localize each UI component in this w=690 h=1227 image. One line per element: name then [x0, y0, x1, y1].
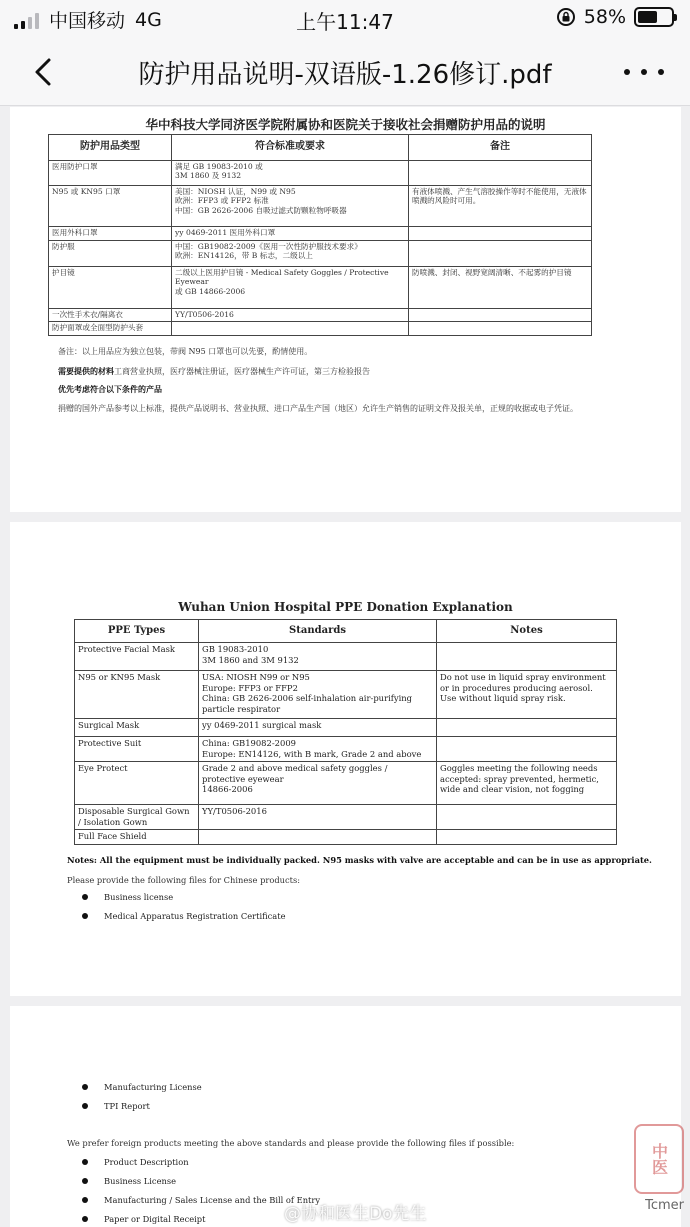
table-row	[49, 186, 592, 227]
standard-line: 欧洲：FFP3 或 FFP2 标准	[175, 196, 269, 206]
en-file-list-cont	[76, 1078, 202, 1116]
standard-line: 或 GB 14866-2006	[175, 286, 246, 296]
standard-line: 3M 1860 and 3M 9132	[202, 654, 299, 665]
standards-cell	[199, 719, 437, 737]
notes-cell	[409, 322, 592, 336]
table-header-cell: Notes	[437, 620, 617, 643]
cn-remark: 备注：以上用品应为独立包装，带阀 N95 口罩也可以先要，酌情使用。	[58, 347, 313, 356]
notes-cell	[437, 719, 617, 737]
ppe-type-cell: N95 或 KN95 口罩	[49, 186, 172, 227]
notes-cell	[409, 227, 592, 241]
en-notes-line: Notes: All the equipment must be individually packed. N95 masks with valve are acceptable and can be in use as appropriate.	[67, 855, 652, 865]
table-header-cell: 备注	[409, 135, 592, 161]
battery-fill	[638, 11, 657, 23]
table-row	[49, 267, 592, 309]
ppe-type-cell: Surgical Mask	[75, 719, 199, 737]
list-item: Medical Apparatus Registration Certificate	[76, 907, 285, 926]
note-line: Use without liquid spray risk.	[440, 693, 566, 703]
cn-priority-text: 捐赠的国外产品参考以上标准，提供产品说明书、营业执照、进口产品生产国（地区）允许生产销售的证明文件及报关单，正规的收据或电子凭证。	[58, 404, 578, 413]
ppe-type-cell: 医用防护口罩	[49, 161, 172, 186]
list-item: Paper or Digital Receipt	[76, 1210, 320, 1227]
note-line: Goggles meeting the following needs accepted: spray prevented, hermetic, wide and clear vision, not fogging	[440, 763, 599, 794]
en-table-body	[75, 643, 617, 845]
table-row	[75, 719, 617, 737]
standards-cell	[172, 186, 409, 227]
ppe-type-cell: Protective Facial Mask	[75, 643, 199, 671]
en-doc-title: Wuhan Union Hospital PPE Donation Explanation	[178, 600, 513, 614]
table-header-cell: Standards	[199, 620, 437, 643]
ppe-type-cell: Full Face Shield	[75, 830, 199, 845]
table-row	[75, 671, 617, 719]
battery-percent: 58%	[583, 6, 626, 28]
pdf-page-english-continued[interactable]	[10, 1006, 681, 1227]
ppe-type-cell: Disposable Surgical Gown / Isolation Gown	[75, 805, 199, 830]
standards-cell	[199, 830, 437, 845]
table-row	[75, 762, 617, 805]
table-row	[49, 241, 592, 267]
standards-cell	[172, 241, 409, 267]
standard-line: 美国：NIOSH 认证，N99 或 N95	[175, 187, 296, 196]
ppe-type-cell: N95 or KN95 Mask	[75, 671, 199, 719]
table-row	[75, 737, 617, 762]
ppe-type-cell: 一次性手术衣/隔离衣	[49, 309, 172, 322]
rotation-lock-icon	[556, 7, 576, 27]
standard-line: USA: NIOSH N99 or N95	[202, 672, 310, 682]
list-item: Manufacturing / Sales License and the Bill of Entry	[76, 1191, 320, 1210]
notes-cell	[409, 161, 592, 186]
standards-cell	[172, 322, 409, 336]
ppe-type-cell: Eye Protect	[75, 762, 199, 805]
table-header-cell: 符合标准或要求	[172, 135, 409, 161]
list-item: Business license	[76, 888, 285, 907]
standard-line: YY/T0506-2016	[175, 310, 234, 319]
more-options-icon[interactable]	[624, 60, 664, 84]
document-title: 防护用品说明-双语版-1.26修订.pdf	[138, 60, 552, 90]
standard-line: 中国：GB 2626-2006 自吸过滤式防颗粒物呼吸器	[175, 205, 347, 215]
battery-icon	[634, 7, 674, 27]
list-item: TPI Report	[76, 1097, 202, 1116]
notes-cell	[409, 267, 592, 309]
ppe-type-cell: 医用外科口罩	[49, 227, 172, 241]
carrier-label: 中国移动	[49, 10, 126, 32]
notes-cell	[409, 241, 592, 267]
standard-line: China: GB 2626-2006 self-inhalation air-purifying particle respirator	[202, 693, 413, 714]
back-arrow-icon[interactable]	[24, 52, 64, 92]
cn-doc-title: 华中科技大学同济医学院附属协和医院关于接收社会捐赠防护用品的说明	[145, 117, 546, 132]
standards-cell	[199, 671, 437, 719]
cn-priority-label: 优先考虑符合以下条件的产品	[58, 384, 162, 394]
en-file-list	[76, 888, 285, 926]
standard-line: yy 0469-2011 surgical mask	[202, 720, 322, 730]
standards-cell	[172, 267, 409, 309]
standard-line: Grade 2 and above medical safety goggles / protective eyewear	[202, 763, 388, 784]
notes-cell	[437, 671, 617, 719]
standard-line: GB 19083-2010	[202, 644, 269, 654]
standard-line: 二级以上医用护目镜 - Medical Safety Goggles / Protective Eyewear	[175, 268, 389, 287]
standards-cell	[172, 227, 409, 241]
standards-cell	[199, 805, 437, 830]
status-right	[556, 6, 674, 28]
standard-line: Europe: EN14126, with B mark, Grade 2 and above	[202, 748, 422, 759]
en-provide-line: Please provide the following files for Chinese products:	[67, 875, 301, 885]
notes-cell	[437, 737, 617, 762]
note-line: Do not use in liquid spray environment or in procedures producing aerosol.	[440, 672, 606, 693]
list-item: Product Description	[76, 1153, 320, 1172]
table-header-row	[75, 620, 617, 643]
notes-cell	[409, 186, 592, 227]
standards-cell	[172, 161, 409, 186]
ppe-type-cell: Protective Suit	[75, 737, 199, 762]
standard-line: yy 0469-2011 医用外科口罩	[175, 228, 276, 237]
cn-materials-text: 工商营业执照，医疗器械注册证，医疗器械生产许可证，第三方检验报告	[114, 367, 370, 376]
cn-materials-label: 需要提供的材料	[58, 366, 114, 376]
note-line: 防喷溅、封闭、视野宽阔清晰、不起雾的护目镜	[412, 268, 572, 277]
standard-line: 3M 1860 及 9132	[175, 171, 242, 181]
standard-line: China: GB19082-2009	[202, 738, 296, 748]
note-line: 有液体喷溅、产生气溶胶操作等时不能使用，无液体喷溅的风险时可用。	[412, 187, 587, 206]
table-row	[49, 309, 592, 322]
ppe-type-cell: 防护面罩或全面型防护头套	[49, 322, 172, 336]
pdf-page-chinese[interactable]	[10, 107, 681, 512]
ppe-type-cell: 护目镜	[49, 267, 172, 309]
table-row	[49, 322, 592, 336]
notes-cell	[409, 309, 592, 322]
en-ppe-table	[74, 619, 617, 845]
table-row	[49, 161, 592, 186]
standards-cell	[199, 737, 437, 762]
cn-materials	[58, 365, 618, 378]
status-bar	[0, 0, 690, 36]
site-mark: Tcmer	[645, 1198, 684, 1213]
network-label: 4G	[135, 8, 162, 31]
list-item: Business License	[76, 1172, 320, 1191]
standard-line: 满足 GB 19083-2010 或	[175, 162, 263, 171]
nav-bar	[0, 36, 690, 106]
notes-cell	[437, 762, 617, 805]
notes-cell	[437, 830, 617, 845]
standard-line: 中国：GB19082-2009《医用一次性防护服技术要求》	[175, 242, 362, 251]
notes-cell	[437, 805, 617, 830]
cn-table-body	[49, 161, 592, 336]
stamp-text: 中医	[649, 1143, 669, 1175]
standards-cell	[199, 643, 437, 671]
table-row	[75, 830, 617, 845]
weibo-watermark: @协和医生Do先生	[284, 1204, 427, 1224]
seal-stamp	[634, 1124, 684, 1194]
standards-cell	[199, 762, 437, 805]
standard-line: Europe: FFP3 or FFP2	[202, 682, 298, 693]
table-header-cell: PPE Types	[75, 620, 199, 643]
notes-cell	[437, 643, 617, 671]
standards-cell	[172, 309, 409, 322]
table-header-row	[49, 135, 592, 161]
cn-ppe-table	[48, 134, 592, 336]
table-row	[75, 805, 617, 830]
standard-line: YY/T0506-2016	[202, 806, 267, 816]
list-item: Manufacturing License	[76, 1078, 202, 1097]
standard-line: 14866-2006	[202, 784, 253, 794]
table-row	[75, 643, 617, 671]
standard-line: 欧洲：EN14126，带 B 标志，二级以上	[175, 251, 313, 261]
ppe-type-cell: 防护服	[49, 241, 172, 267]
table-row	[49, 227, 592, 241]
table-header-cell: 防护用品类型	[49, 135, 172, 161]
pdf-page-english[interactable]	[10, 522, 681, 996]
clock: 上午11:47	[296, 10, 394, 34]
en-prefer-line: We prefer foreign products meeting the above standards and please provide the following files if possible:	[67, 1138, 515, 1148]
